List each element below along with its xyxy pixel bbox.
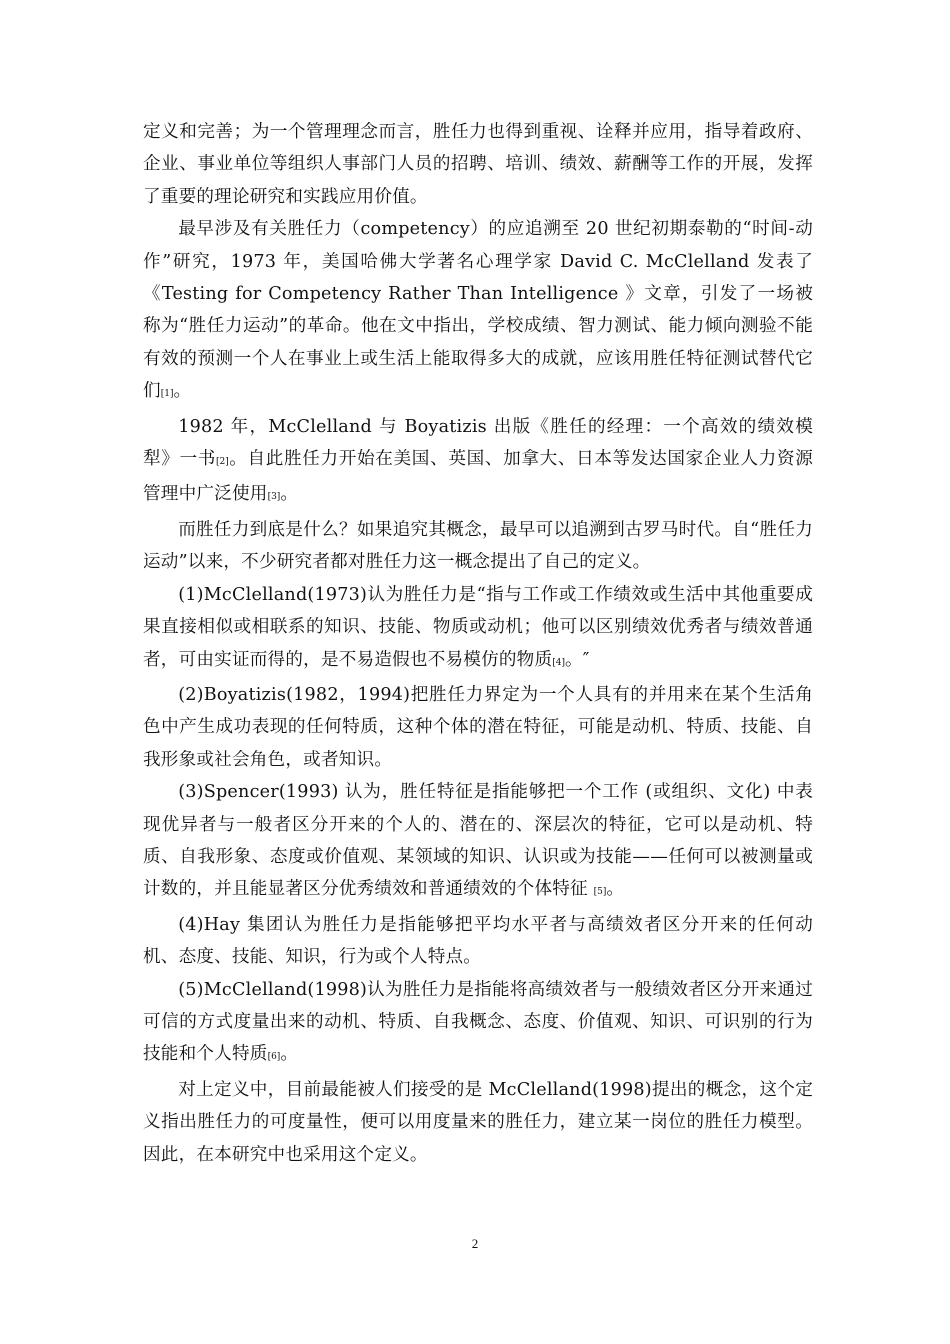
paragraph-text: 。 — [280, 1044, 299, 1065]
paragraph — [143, 411, 813, 514]
paragraph — [143, 213, 813, 410]
paragraph — [143, 1074, 813, 1171]
paragraph — [143, 776, 813, 909]
paragraph-text: 。 — [173, 381, 192, 402]
paragraph-text: 对上定义中，目前最能被人们接受的是 McClelland(1998)提出的概念，这个定义指出胜任力的可度量性，便可以用度量来的胜任力，建立某一岗位的胜任力模型。因此，在本研究中也采用这个定义。 — [143, 1079, 813, 1165]
paragraph — [143, 514, 813, 579]
paragraph-text: (1)McClelland(1973)认为胜任力是“指与工作或工作绩效或生活中其他重要成果直接相似或相联系的知识、技能、物质或动机；他可以区别绩效优秀者与绩效普通者，可由实证而得的，是不易造假也不易模仿的物质 — [143, 584, 813, 670]
paragraph-text: (5)McClelland(1998)认为胜任力是指能将高绩效者与一般绩效者区分开来通过可信的方式度量出来的动机、特质、自我概念、态度、价值观、知识、可识别的行为技能和个人特质 — [143, 979, 813, 1065]
citation-ref: [1] — [160, 389, 174, 400]
paragraph-text: (4)Hay 集团认为胜任力是指能够把平均水平者与高绩效者区分开来的任何动机、态度、技能、知识，行为或个人特点。 — [143, 914, 813, 968]
paragraph-text: 最早涉及有关胜任力（competency）的应追溯至 20 世纪初期泰勒的“时间-动作”研究，1973 年，美国哈佛大学著名心理学家 David C. McClelland 发表了《Testing for Competency Rather Than Intelligence 》文章，引发了一场被称为“胜任力运动”的革命。他在文中指出，学校成绩、智力测试、能力倾向测验不能有效的预测一个人在事业上或生活上能取得多大的成就，应该用胜任特征测试替代它们 — [143, 219, 813, 402]
citation-ref: [2] — [216, 457, 229, 468]
paragraph-text: 。 — [280, 484, 299, 505]
paragraph-text: 。自此胜任力开始在美国、英国、加拿大、日本等发达国家企业人力资源管理中广泛使用 — [143, 449, 813, 505]
paragraph — [143, 974, 813, 1074]
paragraph-text: (2)Boyatizis(1982，1994)把胜任力界定为一个人具有的并用来在某个生活角色中产生成功表现的任何特质，这种个体的潜在特征，可能是动机、特质、技能、自我形象或社会角色，或者知识。 — [143, 684, 813, 770]
citation-ref: [6] — [267, 1052, 281, 1063]
paragraph — [143, 679, 813, 776]
paragraph — [143, 116, 813, 213]
paragraph-text: (3)Spencer(1993) 认为，胜任特征是指能够把一个工作 (或组织、文化) 中表现优异者与一般者区分开来的个人的、潜在的、深层次的特征，它可以是动机、特质、自我形象、态度或价值观、某领域的知识、认识或为技能——任何可以被测量或计数的，并且能显著区分优秀绩效和普通绩效的个体特征 — [143, 782, 813, 900]
paragraph-text: 定义和完善；为一个管理理念而言，胜任力也得到重视、诠释并应用，指导着政府、企业、事业单位等组织人事部门人员的招聘、培训、绩效、薪酬等工作的开展，发挥了重要的理论研究和实践应用价值。 — [143, 122, 813, 207]
paragraph — [143, 909, 813, 974]
page-number: 2 — [471, 1236, 479, 1251]
citation-ref: [5] — [593, 887, 607, 898]
paragraph-text: 。″ — [565, 649, 590, 670]
citation-ref: [4] — [552, 657, 566, 668]
body-text — [143, 116, 813, 1171]
paragraph-text: 。 — [606, 879, 625, 900]
citation-ref: [3] — [267, 492, 281, 503]
paragraph-text: 1982 年，McClelland 与 Boyatizis 出版《胜任的经理：一个高效的绩效模犁》一书 — [143, 416, 813, 470]
paragraph — [143, 579, 813, 679]
paragraph-text: 而胜任力到底是什么？如果追究其概念，最早可以追溯到古罗马时代。自“胜任力运动”以来，不少研究者都对胜任力这一概念提出了自己的定义。 — [143, 519, 813, 573]
